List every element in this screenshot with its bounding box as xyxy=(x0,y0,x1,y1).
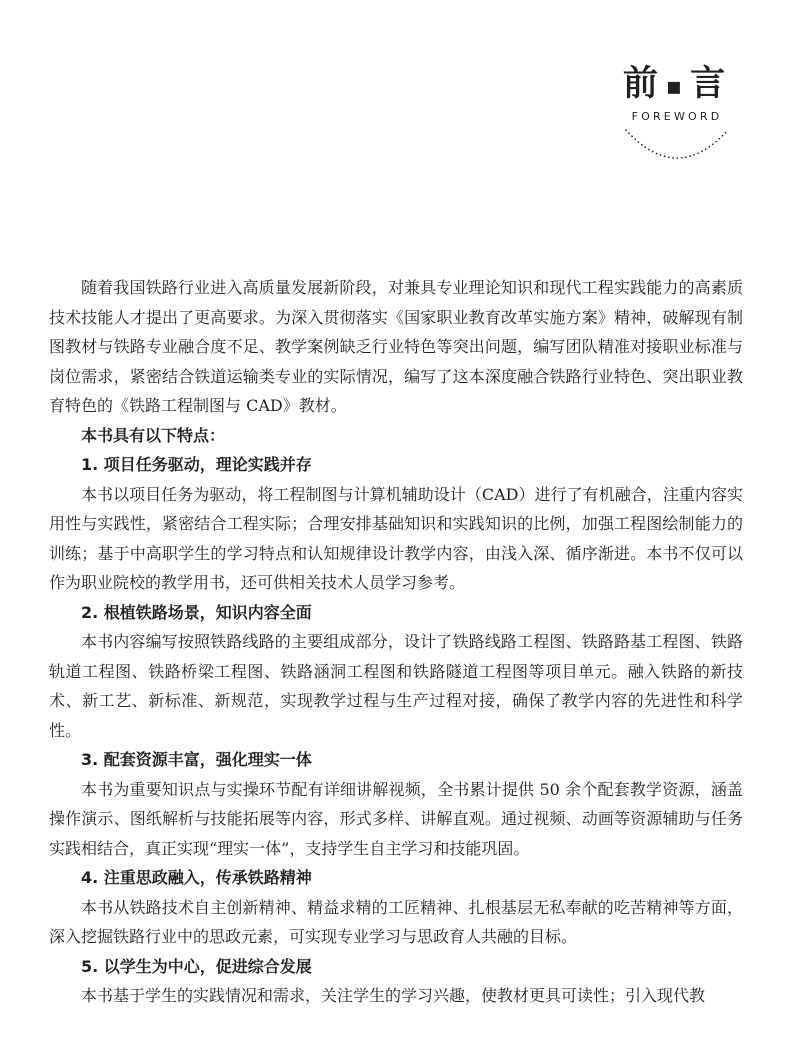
feature-title: 2. 根植铁路场景，知识内容全面 xyxy=(81,602,312,622)
feature-text: 本书内容编写按照铁路线路的主要组成部分，设计了铁路线路工程图、铁路路基工程图、铁路轨道工程图、铁路桥梁工程图、铁路涵洞工程图和铁路隧道工程图等项目单元。融入铁路的新技术、新工艺、新标准、新规范，实现教学过程与生产过程对接，确保了教学内容的先进性和科学性。 xyxy=(49,632,743,740)
title-right-char: 言 xyxy=(690,63,728,104)
title-left-char: 前 xyxy=(622,63,660,104)
feature-title: 3. 配套资源丰富，强化理实一体 xyxy=(81,750,312,769)
feature-text: 本书为重要知识点与实操环节配有详细讲解视频，全书累计提供 50 余个配套教学资源，涵盖操作演示、图纸解析与技能拓展等内容，形式多样、讲解直观。通过视频、动画等资源辅助与任务实践相结合，真正实现“理实一体”，支持学生自主学习和技能巩固。 xyxy=(49,779,743,858)
intro-paragraph: 随着我国铁路行业进入高质量发展新阶段，对兼具专业理论知识和现代工程实践能力的高素质技术技能人才提出了更高要求。为深入贯彻落实《国家职业教育改革实施方案》精神，破解现有制图教材与铁路专业融合度不足、教学案例缺乏行业特色等突出问题，编写团队精准对接职业标准与岗位需求，紧密结合铁道运输类专业的实际情况，编写了这本深度融合铁路行业特色、突出职业教育特色的《铁路工程制图与 CAD》教材。 xyxy=(49,278,743,415)
page-title xyxy=(600,62,750,108)
feature-text: 本书基于学生的实践情况和需求，关注学生的学习兴趣，使教材更具可读性；引入现代教 xyxy=(81,986,706,1005)
feature-text: 本书以项目任务为驱动，将工程制图与计算机辅助设计（CAD）进行了有机融合，注重内容实用性与实践性，紧密结合工程实际；合理安排基础知识和实践知识的比例，加强工程图绘制能力的训练；基于中高职学生的学习特点和认知规律设计教学内容，由浅入深、循序渐进。本书不仅可以作为职业院校的教学用书，还可供相关技术人员学习参考。 xyxy=(49,484,743,592)
features-intro: 本书具有以下特点： xyxy=(81,425,226,445)
feature-title: 1. 项目任务驱动，理论实践并存 xyxy=(81,455,312,474)
foreword-body xyxy=(49,273,743,1011)
foreword-heading xyxy=(600,62,750,124)
title-dot-separator: ▪ xyxy=(665,70,685,100)
feature-title: 4. 注重思政融入，传承铁路精神 xyxy=(81,868,312,887)
page-subtitle: FOREWORD xyxy=(631,109,723,123)
feature-text: 本书从铁路技术自主创新精神、精益求精的工匠精神、扎根基层无私奉献的吃苦精神等方面，深入挖掘铁路行业中的思政元素，可实现专业学习与思政育人共融的目标。 xyxy=(49,897,743,946)
dotted-arc-decoration xyxy=(622,126,732,166)
feature-title: 5. 以学生为中心，促进综合发展 xyxy=(81,956,312,976)
